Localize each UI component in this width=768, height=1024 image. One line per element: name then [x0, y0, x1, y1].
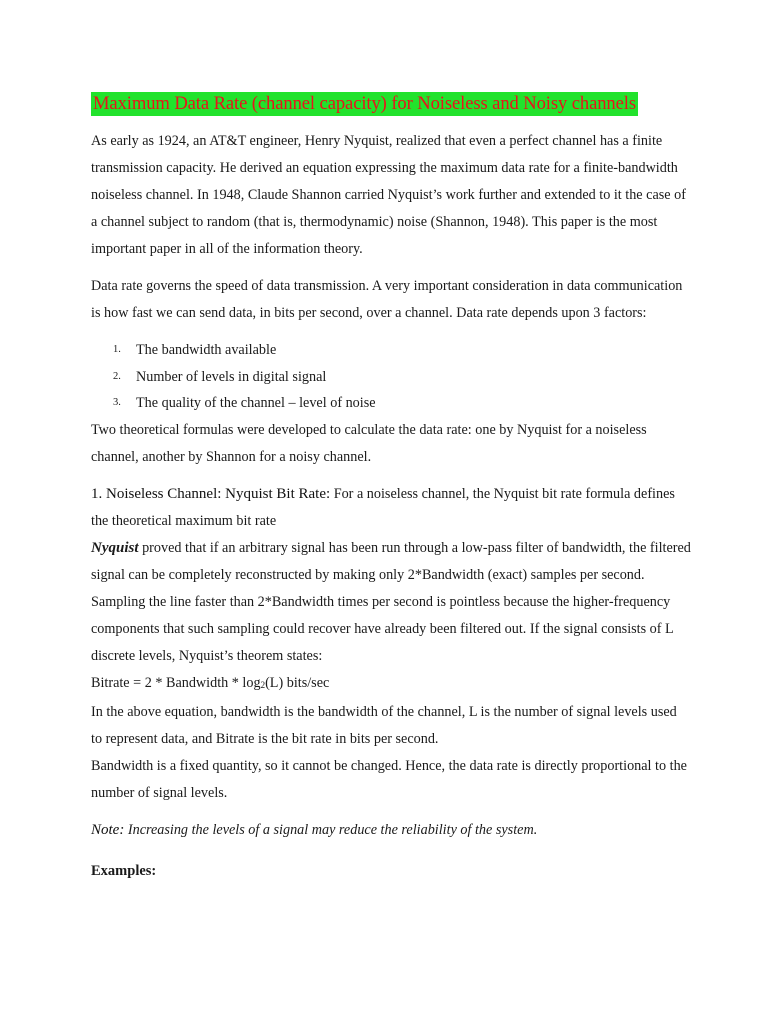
data-rate-paragraph: Data rate governs the speed of data transmission. A very important consideration in data communication is how fast we can send data, in bits per second, over a channel. Data rate depends upon 3 factors: [91, 278, 683, 321]
section1-heading: 1. Noiseless Channel: Nyquist Bit Rate: [91, 485, 331, 502]
equation-explanation: In the above equation, bandwidth is the bandwidth of the channel, L is the number of signal levels used to represent data, and Bitrate is the bit rate in bits per second. [91, 703, 677, 747]
list-item-text: The quality of the channel – level of noise [136, 395, 376, 411]
factors-list [91, 337, 691, 417]
examples-heading: Examples: [91, 862, 157, 879]
formula-end: (L) bits/sec [265, 674, 330, 691]
formulas-paragraph: Two theoretical formulas were developed to calculate the data rate: one by Nyquist for a noiseless channel, another by Shannon for a noisy channel. [91, 421, 647, 465]
bitrate-formula [91, 670, 691, 699]
intro-paragraph: As early as 1924, an AT&T engineer, Henry Nyquist, realized that even a perfect channel has a finite transmission capacity. He derived an equation expressing the maximum data rate for a finite-bandwidth noiseless channel. In 1948, Claude Shannon carried Nyquist’s work further and extended to it the case of a channel subject to random (that is, thermodynamic) noise (Shannon, 1948). This paper is the most important paper in all of the information theory. [91, 133, 686, 257]
note-label: Note: [91, 821, 125, 838]
section1-paragraph [91, 481, 691, 535]
list-item [91, 364, 691, 391]
note-paragraph [91, 817, 691, 844]
list-item-number: 1. [113, 344, 121, 355]
nyquist-text: proved that if an arbitrary signal has been run through a low-pass filter of bandwidth, the filtered signal can be completely reconstructed by making only 2*Bandwidth (exact) samples per second. Sampling the line faster than 2*Bandwidth times per second is pointless because the higher-frequency components that such sampling could recover have already been filtered out. If the signal consists of L discrete levels, Nyquist’s theorem states: [91, 539, 691, 664]
list-item-text: The bandwidth available [136, 342, 277, 358]
list-item [91, 390, 691, 417]
nyquist-term: Nyquist [91, 539, 139, 556]
formula-start: Bitrate = 2 * Bandwidth * log [91, 674, 261, 691]
list-item-number: 2. [113, 370, 121, 382]
formula-subscript: 2 [260, 679, 266, 690]
nyquist-paragraph [91, 535, 691, 670]
document-title: Maximum Data Rate (channel capacity) for Noiseless and Noisy channels [93, 93, 636, 114]
note-text: Increasing the levels of a signal may reduce the reliability of the system. [124, 821, 538, 838]
list-item [91, 337, 691, 364]
document-content [91, 92, 691, 885]
list-item-text: Number of levels in digital signal [136, 368, 327, 385]
section1-text: For a noiseless channel, the Nyquist bit rate formula defines the theoretical maximum bit rate [91, 485, 675, 529]
list-item-number: 3. [113, 397, 121, 408]
bandwidth-paragraph: Bandwidth is a fixed quantity, so it cannot be changed. Hence, the data rate is directly proportional to the number of signal levels. [91, 757, 687, 801]
